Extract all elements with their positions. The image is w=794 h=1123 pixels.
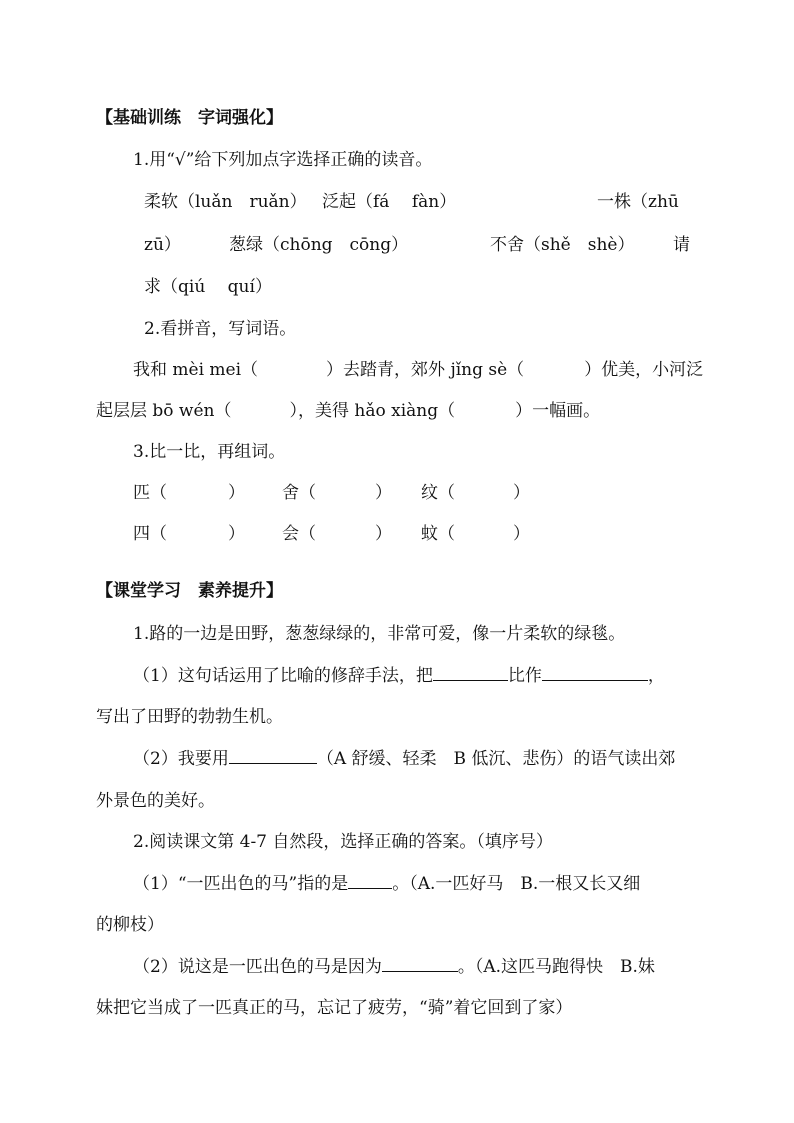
reading-question-1-prompt: 1.路的一边是田野，葱葱绿绿的，非常可爱，像一片柔软的绿毯。 — [133, 624, 626, 644]
answer-blank-fine-horse[interactable] — [348, 874, 392, 889]
reading-q2-sub1-text-a: （1）“一匹出色的马”指的是 — [133, 874, 349, 894]
compare-close-paren: ） — [375, 483, 392, 503]
question-1-prompt: 1.用“√”给下列加点字选择正确的读音。 — [133, 150, 433, 170]
section-heading-basic-training: 【基础训练 字词强化】 — [96, 108, 283, 128]
pinyin-item-qingqiu: 请 — [673, 235, 690, 255]
reading-q2-sub2-cont: 妹把它当成了一匹真正的马，忘记了疲劳，“骑”着它回到了家） — [96, 998, 573, 1018]
reading-q1-sub1-text-b: 比作 — [507, 666, 542, 686]
pinyin-item-yizhu: 一株（zhū — [597, 192, 679, 212]
pinyin-sentence-1c: ）优美，小河泛 — [584, 360, 704, 380]
reading-q1-sub1-line — [133, 666, 665, 686]
compare-word-she[interactable]: 舍（ — [282, 483, 316, 503]
reading-q2-sub1-cont: 的柳枝） — [96, 915, 164, 935]
reading-q2-sub2-text-b: 。（A.这匹马跑得快 B.妹 — [457, 957, 655, 977]
reading-question-2-prompt: 2.阅读课文第 4-7 自然段，选择正确的答案。（填序号） — [133, 832, 553, 852]
compare-word-pi[interactable]: 匹（ — [133, 483, 167, 503]
compare-word-wen[interactable]: 纹（ — [421, 483, 455, 503]
section-heading-classroom-learning: 【课堂学习 素养提升】 — [96, 581, 283, 601]
question-3-prompt: 3.比一比，再组词。 — [133, 442, 286, 462]
pinyin-item-bushe: 不舍（shě shè） — [490, 235, 635, 255]
pinyin-item-yizhu-cont: zū） — [144, 235, 181, 255]
reading-q1-sub1-cont: 写出了田野的勃勃生机。 — [96, 707, 283, 727]
pinyin-sentence-1a: 我和 mèi mei（ — [133, 360, 259, 380]
reading-q2-sub2-line — [133, 957, 655, 977]
pinyin-sentence-1b: ）去踏青，郊外 jǐng sè（ — [326, 360, 525, 380]
pinyin-sentence-2c: ）一幅画。 — [515, 401, 601, 421]
answer-blank-reason[interactable] — [382, 957, 458, 972]
compare-close-paren: ） — [513, 524, 530, 544]
compare-word-si[interactable]: 四（ — [133, 524, 167, 544]
reading-q1-sub1-text-c: ， — [647, 666, 665, 686]
question-2-prompt: 2.看拼音，写词语。 — [144, 319, 297, 339]
reading-q1-sub2-line — [133, 749, 675, 769]
pinyin-sentence-line-2 — [96, 401, 600, 421]
reading-q2-sub2-text-a: （2）说这是一匹出色的马是因为 — [133, 957, 382, 977]
compare-word-wen-mosquito[interactable]: 蚊（ — [421, 524, 455, 544]
pinyin-sentence-line-1 — [133, 360, 703, 380]
reading-q1-sub2-text-a: （2）我要用 — [133, 749, 229, 769]
pinyin-item-conglv: 葱绿（chōng cōng） — [229, 235, 409, 255]
pinyin-sentence-2a: 起层层 bō wén（ — [96, 401, 232, 421]
compare-word-hui[interactable]: 会（ — [282, 524, 316, 544]
compare-close-paren: ） — [375, 524, 392, 544]
pinyin-item-rouruan: 柔软（luǎn ruǎn） — [144, 192, 307, 212]
compare-close-paren: ） — [513, 483, 530, 503]
reading-q2-sub1-text-b: 。（A.一匹好马 B.一根又长又细 — [392, 874, 641, 894]
reading-q2-sub1-line — [133, 874, 640, 894]
pinyin-sentence-2b: ），美得 hǎo xiàng（ — [289, 401, 456, 421]
answer-blank-compared-to[interactable] — [542, 666, 648, 681]
compare-close-paren: ） — [228, 524, 245, 544]
pinyin-item-fanqi: 泛起（fá fàn） — [322, 192, 457, 212]
compare-close-paren: ） — [228, 483, 245, 503]
answer-blank-reading-tone[interactable] — [229, 749, 317, 764]
reading-q1-sub2-text-b: （A 舒缓、轻柔 B 低沉、悲伤）的语气读出郊 — [316, 749, 676, 769]
reading-q1-sub1-text-a: （1）这句话运用了比喻的修辞手法，把 — [133, 666, 433, 686]
pinyin-item-qingqiu-cont: 求（qiú quí） — [144, 277, 272, 297]
answer-blank-compared-object[interactable] — [433, 666, 508, 681]
reading-q1-sub2-cont: 外景色的美好。 — [96, 791, 215, 811]
